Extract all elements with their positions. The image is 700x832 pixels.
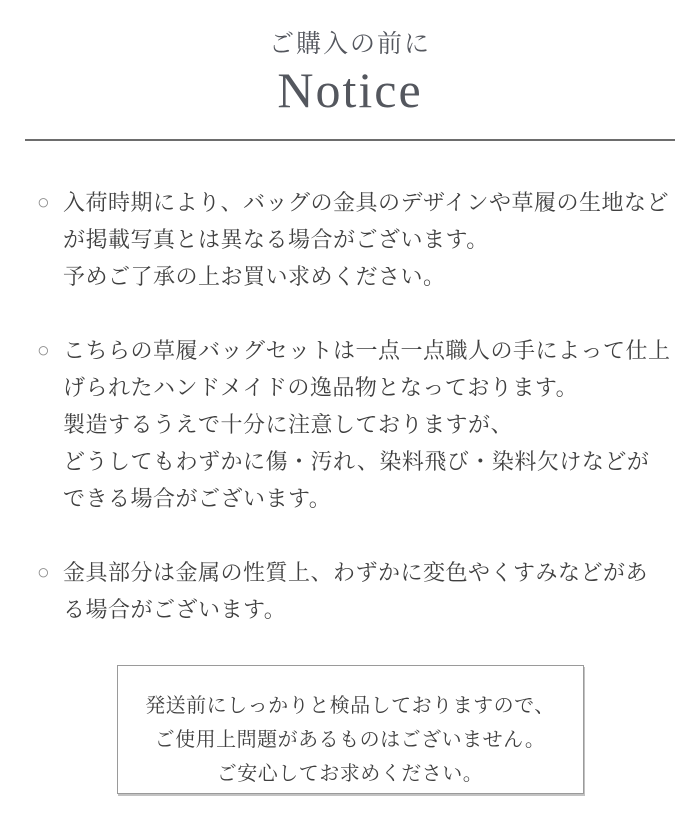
notice-line: 金具部分は金属の性質上、わずかに変色やくすみなどがあ bbox=[63, 560, 649, 585]
circle-bullet-icon: ○ bbox=[37, 339, 50, 362]
notice-item bbox=[37, 554, 680, 628]
notice-line: できる場合がございます。 bbox=[63, 486, 332, 511]
page-title: Notice bbox=[277, 62, 423, 118]
notice-item bbox=[37, 184, 680, 295]
inspection-note-line: 発送前にしっかりと検品しておりますので、 bbox=[145, 695, 555, 717]
header-subtitle: ご購入の前に bbox=[268, 31, 431, 58]
notice-line: 入荷時期により、バッグの金具のデザインや草履の生地など bbox=[63, 190, 669, 215]
header bbox=[0, 0, 700, 118]
notice-text bbox=[63, 332, 680, 517]
notice-line: る場合がございます。 bbox=[63, 597, 287, 622]
notice-line: 製造するうえで十分に注意しておりますが、 bbox=[63, 412, 514, 437]
notice-text bbox=[63, 554, 680, 628]
circle-bullet-icon: ○ bbox=[37, 561, 50, 584]
notice-line: 予めご了承の上お買い求めください。 bbox=[63, 264, 446, 289]
notice-text bbox=[63, 184, 680, 295]
inspection-note-line: ご使用上問題があるものはございません。 bbox=[154, 729, 546, 751]
divider-line bbox=[25, 139, 675, 141]
inspection-note-box bbox=[117, 665, 584, 794]
inspection-note-line: ご安心してお求めください。 bbox=[216, 763, 484, 785]
notice-list bbox=[0, 184, 700, 628]
circle-bullet-icon: ○ bbox=[37, 191, 50, 214]
notice-line: こちらの草履バッグセットは一点一点職人の手によって仕上 bbox=[63, 338, 671, 363]
notice-line: げられたハンドメイドの逸品物となっております。 bbox=[63, 375, 579, 400]
notice-line: が掲載写真とは異なる場合がございます。 bbox=[63, 227, 489, 252]
notice-item bbox=[37, 332, 680, 517]
notice-line: どうしてもわずかに傷・汚れ、染料飛び・染料欠けなどが bbox=[63, 449, 650, 474]
